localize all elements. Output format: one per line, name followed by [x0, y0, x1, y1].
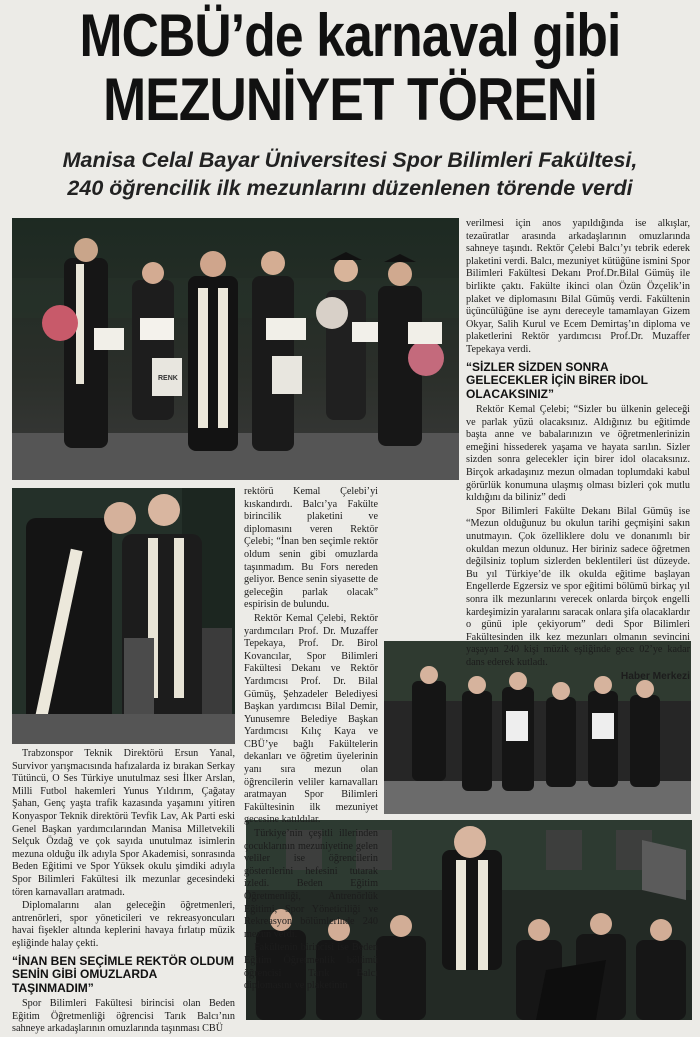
subheadline — [14, 146, 686, 202]
subheading-idol-quote: “SİZLER SİZDEN SONRA GELECEKLER İÇİN BİRER İDOL OLACAKSINIZ” — [466, 359, 648, 401]
headline-line-2: MEZUNİYET TÖRENİ — [103, 66, 597, 133]
byline: Haber Merkezi — [620, 670, 690, 682]
photo-graduates-stage — [12, 218, 459, 480]
subheadline-line-2: 240 öğrencilik ilk mezunlarını düzenlenen törende verdi — [67, 176, 633, 200]
paragraph: Spor Bilimleri Fakülte Dekanı Bilal Gümüş ise “Mezun olduğunuz bu okulun tarihi geçmişini sakın unutmayın. Çok özelliklere dolu ve donanımlı bir okuldan mezun oldunuz. Her biriniz sadece öğretmen değilsiniz toplum sizlerden beklentileri üst düzeyde. Bu yıl Türkiye’de ilk okulda eğitime başlayan Engellerde Egzersiz ve spor eğitimi bölümü birkaç yıl sonra ilk mezunlarını verecek onlarda birçok engelli kardeşimizin yaralarını saracak onlara şifa olacaklardır o günü iple çekiyorum” dedi Spor Bilimleri Fakültesinden ilk kez mezunları olmanın sevincini yaşayan 240 kişi müzik eşliğinde gece 02’ye kadar dans ederek kutladı. — [466, 505, 690, 668]
paragraph: Diplomalarını alan geleceğin öğretmenleri, antrenörleri, spor yöneticileri ve rekreasyoncuları havai fişekler altında keplerini havaya fırlatıp müzik eşliğinde halay çekti. — [12, 900, 235, 949]
photo-rector-dean-image — [12, 488, 235, 744]
photo-rector-dean — [12, 488, 235, 744]
article-column-left — [12, 748, 235, 1037]
paragraph: Fakültenin birincisi ise Beden Eğitim Öğretmenlik bölümü öğrencisi Tarık Balcı diplomasını ve plaketinin — [244, 942, 378, 992]
photo-graduates-stage-image — [12, 218, 459, 480]
subheading-rector-quote: “İNAN BEN SEÇİMLE REKTÖR OLDUM SENİN GİBİ OMUZLARDA TAŞINMADIM” — [12, 953, 234, 995]
article-column-right — [466, 218, 690, 684]
paragraph: verilmesi için anos yapıldığında ise alkışlar, tezaüratlar arasında arkadaşlarının omuzlarında sahneye taşındı. Rektör Çelebi Balcı’yı tebrik ederek plaketini verdi. Balcı, mezuniyet kütüğüne ismini Spor Bilimleri Fakültesi Dekanı Prof.Dr.Bilal Gümüş ile birlikte çaktı. Fakülte ikinci olan Özün Özçelik’in plaket ve diplomasını Bilal Gümüş verdi. Fakültenin üçüncülüğüne ise aynı dereceyle tamamlayan Gizem Okyar, Salih Kurul ve Ecem Demirtaş’ın diploma ve plaketlerini Rektör yardımcısı Prof.Dr. Muzaffer Tepekaya verdi. — [466, 218, 690, 355]
paragraph: Trabzonspor Teknik Direktörü Ersun Yanal, Survivor yarışmacısında hafızalarda iz bırakan Serkay Tütüncü, O Ses Türkiye unutulmaz sesi İlker Arslan, Milli Futbol hakemleri Yunus Yıldırım, Çağatay Şahan, Genç yaşta trafik kazasında yaşamını yitiren Konyaspor Teknik direktörü Tevfik Lav, Ak Parti eski Genel Başkan yardımcılarından Manisa Milletvekili Selçuk Özdağ ve çok sayıda unutulmaz isimlerin mezuna olduğu ilk adıyla Spor Akademisi, sonrasında Beden Eğitimi ve Spor Yüksek okulu şimdiki adıyla Spor Bilimleri Fakültesi ilk mezunlar gecesindeki tören karnavalları aratmadı. — [12, 748, 235, 898]
article-column-middle — [244, 486, 378, 994]
paragraph: Rektör Kemal Çelebi, Rektör yardımcıları Prof. Dr. Muzaffer Tepekaya, Prof. Dr. Birol Kovancılar, Spor Bilimleri Fakültesi Dekanı ve Rektör Yardımcısı Prof. Dr. Bilal Gümüş, Şehzadeler Belediyesi Başkan yardımcısı Bilal Demir, Yunusemre Belediye Başkan Yardımcısı Kılıç Kaya ve CBÜ’ye bağlı Fakültelerin dekanları ve öğretim üyelerinin yanı sıra mezun olan öğrencilerin veliler karnavalları aratmayan Spor Bilimleri Fakültesinin ilk mezuniyet gecesine katıldılar. — [244, 612, 378, 826]
headline-line-1: MCBÜ’de karnaval gibi — [79, 2, 621, 69]
paragraph: Rektör Kemal Çelebi; “Sizler bu ülkenin geleceği ve parlak yüzü olacaksınız. Aldığınız bu eğitimde başta anne ve babalarınızın ve öğretmenlerinizin emeğini hissederek yaşama ve hayata sarılın. Sizler sizden sonra gelecekler için birer idol olacaksınız. Birçok arkadaşınız mezun olmadan toplumdaki kabul görürlük konumuna ulaşmış olması bizleri çok mutlu kıldığını da biliniz” dedi — [466, 404, 690, 504]
paragraph: Spor Bilimleri Fakültesi birincisi olan Beden Eğitim Öğretmenliği öğrencisi Tarık Balcı’nın sahneye arkadaşlarının omuzlarında taşınması CBÜ — [12, 998, 235, 1035]
subheadline-line-1: Manisa Celal Bayar Üniversitesi Spor Bilimleri Fakültesi, — [62, 148, 638, 172]
paragraph: Türkiye’nin çeşitli illerinden çocuklarının mezuniyetine gelen veliler ise öğrencilerin gösterilerini hefesini tutarak izledi. Beden Eğitim Öğretmenliği, Antrenörlük Eğitimi, Spor Yöneticiliği ve Rekreasyon bölümlerinde 240 mezun verdi. — [244, 828, 378, 940]
headline — [58, 4, 643, 132]
renk-bag-label-1: RENK — [158, 375, 178, 382]
paragraph: rektörü Kemal Çelebi’yi kıskandırdı. Balcı’ya Fakülte birincilik plaketini ve diplomasını veren Rektör Çelebi; “İnan ben seçimle rektör oldum senin gibi omuzlarda taşınmadım. Bu Fors nereden geliyor. Bence senin siyasette de geleceğin parlak olacak” espirisin de bulundu. — [244, 486, 378, 611]
